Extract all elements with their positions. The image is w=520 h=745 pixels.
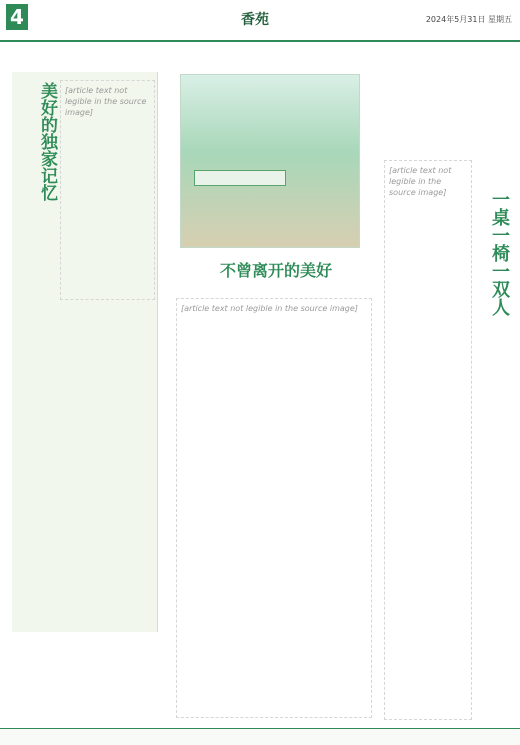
article-body-right: [article text not legible in the source image]: [384, 160, 472, 720]
article-title-left: 美好的独家记忆: [37, 82, 57, 201]
garden-photo: [180, 74, 360, 248]
section-title: 香苑: [241, 12, 269, 28]
page-footer: [0, 728, 520, 745]
page-header: [0, 0, 520, 42]
page-number: 4: [6, 4, 28, 30]
photo-sign: [194, 170, 286, 186]
date-line: 2024年5月31日 星期五: [425, 15, 512, 24]
article-body-center: [article text not legible in the source image]: [176, 298, 372, 718]
article-body-left: [article text not legible in the source image]: [60, 80, 155, 300]
article-title-center: 不曾离开的美好: [219, 261, 332, 280]
article-title-right: 一桌一椅一双人: [489, 190, 510, 316]
